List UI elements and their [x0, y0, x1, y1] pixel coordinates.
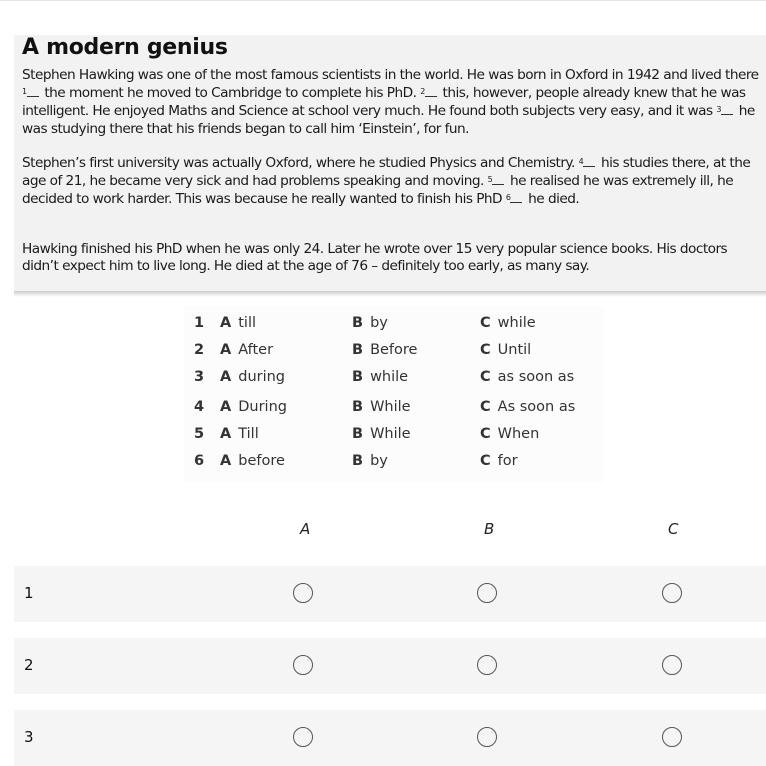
option-letter: B	[352, 453, 364, 469]
option-letter: C	[480, 369, 491, 385]
option-row	[184, 342, 604, 369]
option-text: while	[370, 369, 409, 385]
option-text: by	[370, 453, 388, 469]
option-number: 1	[194, 315, 205, 331]
option-row	[184, 399, 604, 426]
option-letter: A	[220, 315, 232, 331]
option-number: 5	[194, 426, 205, 442]
gap-blank	[583, 154, 595, 167]
option-text: during	[238, 369, 286, 385]
option-text: till	[238, 315, 257, 331]
option-letter: C	[480, 453, 491, 469]
option-number: 2	[194, 342, 205, 358]
grid-row-label: 2	[24, 656, 34, 674]
option-a	[220, 399, 287, 415]
radio-button[interactable]	[662, 583, 682, 603]
gap-number: 6	[505, 193, 511, 203]
option-letter: A	[220, 399, 232, 415]
radio-button[interactable]	[293, 655, 313, 675]
option-b	[352, 453, 388, 469]
gap-number: 3	[716, 105, 721, 115]
option-c	[480, 342, 531, 358]
grid-row-label: 3	[24, 728, 34, 746]
option-letter: A	[220, 342, 232, 358]
option-text: As soon as	[497, 399, 576, 415]
passage-text: Stephen’s first university was actually Oxford, where he studied Physics and Chemistry.	[22, 155, 579, 171]
passage-text: Stephen Hawking was one of the most famous scientists in the world. He was born in Oxford in 1942 and lived there	[22, 67, 759, 83]
option-number: 6	[194, 453, 205, 469]
option-a	[220, 426, 259, 442]
gap-number: 1	[22, 87, 27, 97]
option-letter: A	[220, 426, 232, 442]
radio-button[interactable]	[662, 727, 682, 747]
option-letter: C	[480, 426, 491, 442]
option-row	[184, 315, 604, 342]
answer-options	[184, 306, 604, 482]
passage-text: this, however, people already knew that he was intelligent. He enjoyed Maths and Science at school very much. He found both subjects very easy, and it was	[22, 85, 746, 120]
option-a	[220, 342, 273, 358]
grid-row-label: 1	[24, 584, 34, 602]
gap-blank	[492, 172, 504, 185]
grid-column-header: B	[484, 520, 495, 538]
passage-paragraph-3: Hawking finished his PhD when he was only 24. Later he wrote over 15 very popular science books. His doctors didn’t expect him to live long. He died at the age of 76 – definitely too early, as many say.	[22, 241, 728, 275]
option-text: as soon as	[497, 369, 575, 385]
option-text: Till	[238, 426, 259, 442]
option-row	[184, 453, 604, 480]
grid-row	[14, 710, 766, 766]
grid-column-header: C	[668, 520, 679, 538]
passage-text: he was studying there that his friends began to call him ‘Einstein’, for fun.	[22, 103, 755, 137]
gap-number: 5	[487, 175, 493, 185]
radio-button[interactable]	[662, 655, 682, 675]
option-text: for	[497, 453, 518, 469]
option-c	[480, 315, 536, 331]
gap-number: 2	[420, 87, 425, 97]
option-text: During	[238, 399, 287, 415]
reading-passage	[14, 35, 766, 293]
option-a	[220, 453, 285, 469]
radio-button[interactable]	[293, 727, 313, 747]
option-letter: B	[352, 399, 364, 415]
option-row	[184, 369, 604, 396]
option-b	[352, 315, 388, 331]
option-b	[352, 426, 411, 442]
option-text: After	[238, 342, 274, 358]
radio-button[interactable]	[477, 583, 497, 603]
grid-column-header: A	[300, 520, 311, 538]
radio-button[interactable]	[477, 655, 497, 675]
passage-title: A modern genius	[22, 35, 228, 60]
option-text: by	[370, 315, 388, 331]
option-a	[220, 315, 256, 331]
option-b	[352, 369, 408, 385]
option-text: Until	[497, 342, 532, 358]
option-a	[220, 369, 285, 385]
passage-text: he died.	[524, 191, 580, 208]
option-b	[352, 399, 411, 415]
option-c	[480, 369, 574, 385]
gap-number: 4	[578, 157, 584, 166]
passage-paragraph-2	[22, 154, 764, 209]
option-number: 3	[194, 369, 205, 385]
grid-row	[14, 638, 766, 694]
passage-text: he realised he was extremely ill, he decided to work harder. This was because he really wanted to finish his PhD	[22, 173, 734, 208]
option-text: before	[238, 453, 285, 469]
option-text: Before	[370, 342, 418, 358]
option-letter: C	[480, 399, 491, 415]
option-c	[480, 453, 518, 469]
gap-blank	[721, 102, 733, 115]
option-row	[184, 426, 604, 453]
option-number: 4	[194, 399, 205, 415]
passage-text: his studies there, at the age of 21, he became very sick and had problems speaking and moving.	[22, 155, 751, 190]
option-letter: A	[220, 453, 232, 469]
option-letter: B	[352, 369, 364, 385]
option-letter: C	[480, 342, 491, 358]
option-text: When	[497, 426, 540, 442]
option-c	[480, 399, 575, 415]
option-letter: B	[352, 426, 364, 442]
option-text: While	[370, 399, 411, 415]
grid-row	[14, 566, 766, 622]
option-letter: C	[480, 315, 491, 331]
radio-button[interactable]	[293, 583, 313, 603]
option-letter: B	[352, 315, 364, 331]
option-c	[480, 426, 539, 442]
option-text: while	[497, 315, 536, 331]
passage-text: the moment he moved to Cambridge to complete his PhD.	[40, 85, 421, 102]
option-letter: A	[220, 369, 232, 385]
option-text: While	[370, 426, 411, 442]
passage-shadow	[14, 291, 766, 297]
gap-blank	[510, 190, 522, 203]
top-divider	[0, 0, 766, 1]
gap-blank	[425, 84, 437, 97]
option-b	[352, 342, 417, 358]
option-letter: B	[352, 342, 364, 358]
gap-blank	[27, 84, 39, 97]
radio-button[interactable]	[477, 727, 497, 747]
passage-paragraph-1	[22, 67, 764, 138]
